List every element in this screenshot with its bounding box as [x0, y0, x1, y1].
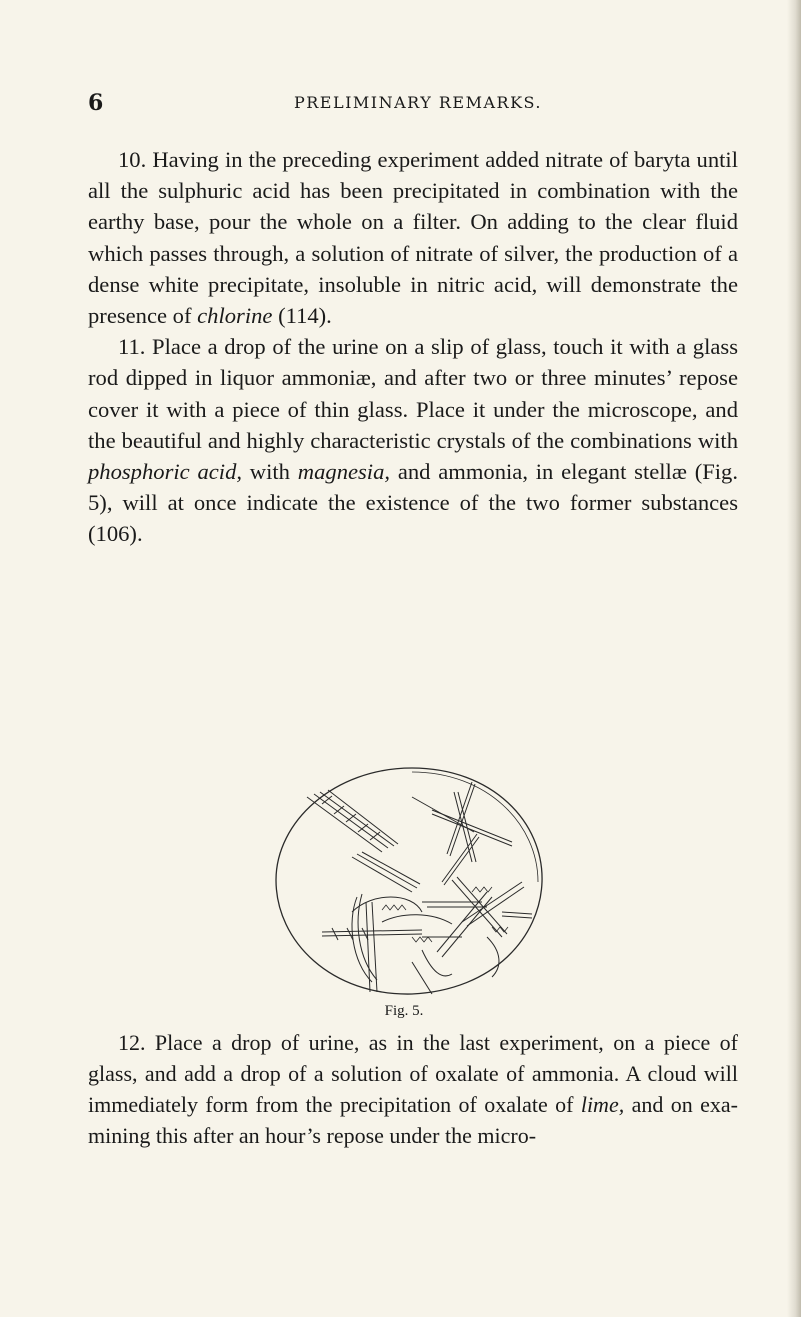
paragraph-10-italic: chlorine: [197, 303, 273, 329]
paragraph-11-italic-phosphoric: phosphoric acid,: [88, 459, 243, 485]
paragraph-10-text: 10. Having in the preceding experiment added nitrate of baryta until all the sulphuric acid has been precipitated in combination with the earthy base, pour the whole on a filter. On adding to the clear fluid which passes through, a solution of nitrate of silver, the production of a dense white precipitate, insoluble in nitric acid, will demonstrate the presence of: [88, 147, 738, 329]
paragraph-11: [88, 331, 738, 549]
figure-caption: Fig. 5.: [384, 1003, 424, 1019]
paragraph-11-text: 11. Place a drop of the urine on a slip of glass, touch it with a glass rod dipped in liquor ammoniæ, and after two or three minutes’ repose cover it with a piece of thin glass. Place it under the microscope, and the beautiful and highly characteristic crystals of the combinations with: [88, 334, 738, 453]
paragraph-12-text-end: and on exa-mining this after an hour’s repose under the micro-: [88, 1092, 738, 1148]
text-block-lower: [88, 1027, 738, 1151]
paragraph-11-italic-magnesia: magnesia,: [297, 459, 391, 485]
paragraph-10: [88, 144, 738, 331]
paragraph-10-text-end: (114).: [272, 303, 332, 329]
page-number: 6: [88, 90, 104, 116]
microscope-field-icon: [262, 762, 562, 1002]
running-title: PRELIMINARY REMARKS.: [293, 93, 543, 112]
text-block-upper: [88, 144, 738, 550]
page-edge-shadow: [787, 0, 801, 1317]
paragraph-11-text-end: and ammonia, in elegant stellæ (Fig. 5), will at once indicate the existence of the two former substances (106).: [88, 459, 738, 547]
running-head: [88, 90, 748, 118]
paragraph-12: [88, 1027, 738, 1151]
paragraph-12-text: 12. Place a drop of urine, as in the last experiment, on a piece of glass, and add a drop of a solution of oxalate of ammonia. A cloud will immediately form from the precipitation of oxalate of: [88, 1030, 738, 1117]
paragraph-11-text-mid: with: [242, 459, 298, 485]
figure-5-illustration: [262, 762, 562, 1002]
paragraph-12-italic-lime: lime,: [580, 1092, 625, 1117]
